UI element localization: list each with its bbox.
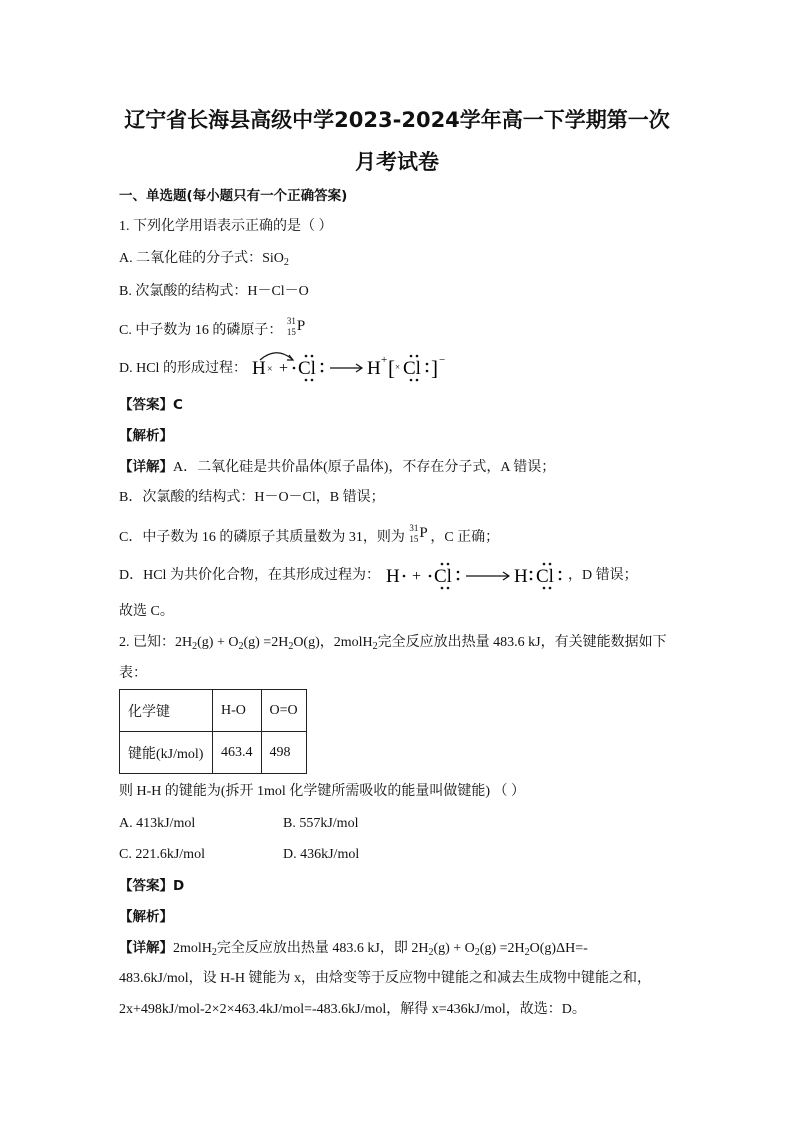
- q1-detail-c-post: ，C 正确；: [430, 530, 500, 545]
- table-cell: 463.4: [213, 732, 262, 774]
- charge-plus: +: [381, 354, 388, 366]
- q2-stem-part-3: (g) =2H: [243, 635, 289, 650]
- hcl-covalent-formation-diagram: [384, 558, 584, 592]
- table-cell: 498: [261, 732, 306, 774]
- q1-detail-d-post: ，D 错误；: [568, 568, 638, 583]
- q1-detail-c: [119, 525, 499, 547]
- q2-question: 则 H-H 的键能为(拆开 1mol 化学键所需吸收的能量叫做键能) （ ）: [119, 784, 525, 799]
- title-line-1: 辽宁省长海县高级中学2023-2024学年高一下学期第一次: [124, 108, 670, 132]
- lewis-cl-2: Cl: [434, 566, 452, 587]
- svg-text:[: [: [388, 356, 395, 380]
- q2-sub-4: 2: [372, 641, 378, 652]
- element-symbol-2: P: [419, 525, 428, 541]
- table-header-row: [120, 690, 307, 732]
- q1-detail-c-pre: C．中子数为 16 的磷原子其质量数为 31，则为: [119, 530, 405, 545]
- q2-detail-1: [119, 939, 588, 962]
- q1-answer: 【答案】C: [119, 397, 183, 413]
- q1-conclusion: 故选 C。: [119, 604, 174, 619]
- q1-detail-b: B．次氯酸的结构式：H－O－Cl，B 错误；: [119, 490, 385, 505]
- q2-detail-label: 【详解】: [119, 940, 173, 956]
- q1-detail-a-text: A．二氧化硅是共价晶体(原子晶体)，不存在分子式，A 错误；: [173, 460, 556, 475]
- q1-detail-label: 【详解】: [119, 459, 173, 475]
- q1-option-a-text: A. 二氧化硅的分子式：SiO: [119, 251, 284, 266]
- q2-stem-part-5: 完全反应放出热量 483.6 kJ，有关键能数据如下: [377, 635, 667, 650]
- q2-option-d: D. 436kJ/mol: [283, 847, 360, 862]
- q1-option-c-text: C. 中子数为 16 的磷原子：: [119, 323, 283, 338]
- charge-minus: −: [439, 354, 446, 366]
- q1-detail-a: [119, 458, 555, 477]
- q1-option-c: [119, 318, 308, 340]
- q1-analysis-label: 【解析】: [119, 428, 173, 444]
- q2-detail-part-4: (g) =2H: [479, 941, 525, 956]
- q2-detail-sub-3: 2: [474, 947, 480, 958]
- q1-detail-d-pre: D．HCl 为共价化合物，在其形成过程为：: [119, 568, 380, 583]
- q1-option-a: [119, 250, 289, 272]
- q2-option-b: B. 557kJ/mol: [283, 816, 359, 831]
- q2-option-c: C. 221.6kJ/mol: [119, 847, 205, 862]
- q2-detail-part-3: (g) + O: [433, 941, 475, 956]
- table-cell: 键能(kJ/mol): [120, 732, 213, 774]
- bond-energy-table: [119, 689, 307, 774]
- title-line-2: 月考试卷: [355, 150, 439, 174]
- q2-detail-part-5: O(g)ΔH=-: [529, 941, 588, 956]
- q2-sub-2: 2: [238, 641, 244, 652]
- q2-analysis-label: 【解析】: [119, 909, 173, 925]
- q1-stem: 1. 下列化学用语表示正确的是（ ）: [119, 219, 333, 234]
- q1-option-a-sub: 2: [283, 257, 289, 268]
- element-symbol: P: [296, 318, 306, 334]
- table-row: [120, 732, 307, 774]
- q2-option-a: A. 413kJ/mol: [119, 816, 196, 831]
- q2-detail-part-2: 完全反应放出热量 483.6 kJ，即 2H: [216, 941, 429, 956]
- q2-answer: 【答案】D: [119, 878, 185, 894]
- lewis-cl-ion: Cl: [403, 358, 421, 379]
- q2-detail-part-1: 2molH: [173, 941, 212, 956]
- table-header-cell: 化学键: [120, 690, 213, 732]
- q2-detail-sub-4: 2: [524, 947, 530, 958]
- mass-number: 31: [286, 316, 296, 326]
- section-heading: 一、单选题(每小题只有一个正确答案): [119, 188, 348, 204]
- electron-cross: ×: [267, 364, 273, 375]
- q2-stem-line-2: 表：: [119, 666, 147, 681]
- q2-sub-1: 2: [192, 641, 198, 652]
- q2-stem: [119, 634, 667, 656]
- mass-number-2: 31: [409, 523, 419, 533]
- q2-detail-3: 2x+498kJ/mol-2×2×463.4kJ/mol=-483.6kJ/mol，解得 x=436kJ/mol，故选：D。: [119, 1002, 586, 1017]
- lewis-plus-2: +: [412, 568, 422, 585]
- lewis-cl-3: Cl: [536, 566, 554, 587]
- q2-detail-2: 483.6kJ/mol，设 H-H 键能为 x，由焓变等于反应物中键能之和减去生成物中键能之和，: [119, 971, 651, 986]
- lewis-h-3: H: [514, 566, 528, 587]
- phosphorus-nuclide: [286, 318, 308, 336]
- q2-detail-sub-1: 2: [211, 947, 217, 958]
- lewis-h-2: H: [386, 566, 400, 587]
- q1-option-b: B. 次氯酸的结构式：H－Cl－O: [119, 284, 309, 299]
- lewis-cl: Cl: [298, 358, 316, 379]
- table-header-cell: O=O: [261, 690, 306, 732]
- hcl-ionic-formation-diagram: [250, 350, 460, 384]
- atomic-number: 15: [286, 327, 296, 337]
- q1-option-d: D. HCl 的形成过程：: [119, 361, 247, 376]
- atomic-number-2: 15: [409, 534, 419, 544]
- q2-stem-part-4: O(g)，2molH: [293, 635, 373, 650]
- lewis-h: H: [252, 358, 266, 379]
- svg-text:]: ]: [431, 356, 438, 380]
- q2-stem-part-2: (g) + O: [197, 635, 239, 650]
- q2-detail-sub-2: 2: [428, 947, 434, 958]
- lewis-h-ion: H: [367, 358, 381, 379]
- lewis-plus: +: [279, 360, 289, 377]
- electron-cross-2: ×: [395, 362, 401, 372]
- phosphorus-nuclide-2: [408, 525, 430, 543]
- q2-sub-3: 2: [288, 641, 294, 652]
- table-header-cell: H-O: [213, 690, 262, 732]
- q2-stem-part-1: 2. 已知：2H: [119, 635, 193, 650]
